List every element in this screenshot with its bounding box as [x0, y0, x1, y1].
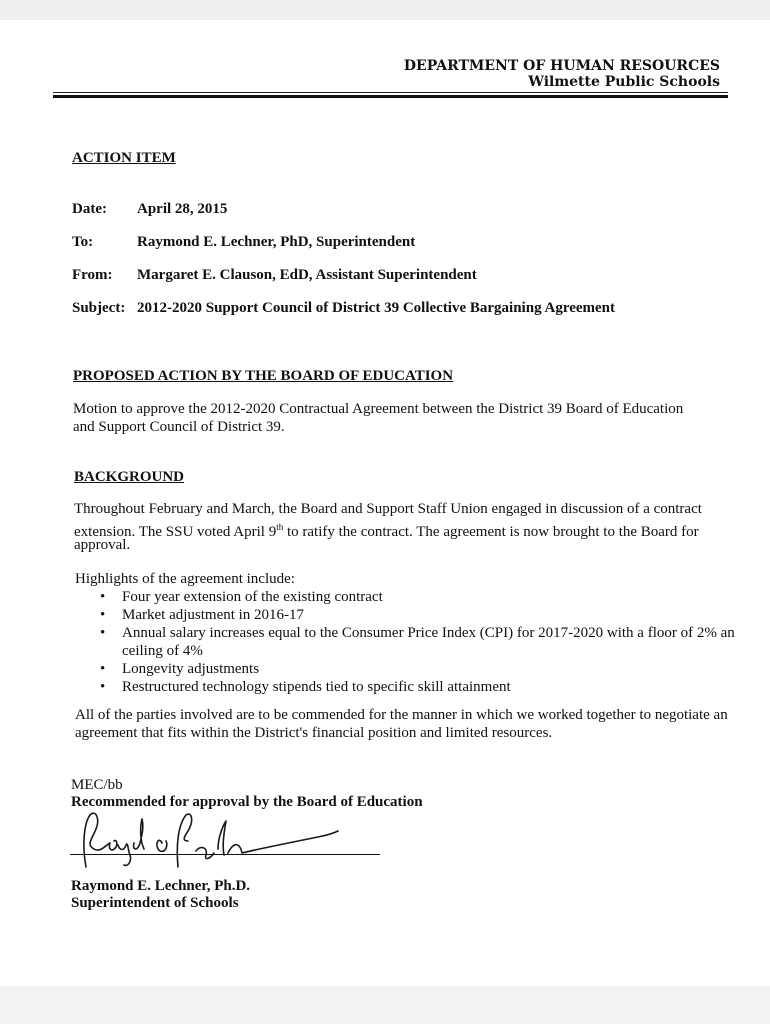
- background-line-2: extension. The SSU voted April 9th to ratify the contract. The agreement is now brought to the Board for: [74, 522, 699, 540]
- author-initials: MEC/bb: [71, 777, 123, 793]
- list-item: • Restructured technology stipends tied to specific skill attainment: [100, 679, 511, 695]
- handwritten-signature: [78, 805, 348, 875]
- date-label: Date:: [72, 201, 107, 217]
- proposed-action-heading: PROPOSED ACTION BY THE BOARD OF EDUCATION: [73, 368, 454, 384]
- background-heading: BACKGROUND: [74, 469, 185, 485]
- letterhead-rule-thin: [53, 92, 728, 93]
- subject-label: Subject:: [72, 300, 126, 316]
- school-name: Wilmette Public Schools: [528, 74, 720, 90]
- list-item: • Market adjustment in 2016-17: [100, 607, 305, 623]
- signature-line: [70, 854, 380, 855]
- signer-title: Superintendent of Schools: [71, 895, 239, 911]
- background-line-1: Throughout February and March, the Board and Support Staff Union engaged in discussion of a contract: [74, 501, 702, 517]
- closing-line-1: All of the parties involved are to be commended for the manner in which we worked together to negotiate an: [75, 707, 728, 723]
- list-item: • Longevity adjustments: [100, 661, 260, 677]
- action-item-heading: ACTION ITEM: [72, 150, 176, 166]
- background-line-3: approval.: [74, 537, 131, 553]
- to-value: Raymond E. Lechner, PhD, Superintendent: [137, 234, 416, 250]
- letterhead: [404, 58, 720, 90]
- recommendation: Recommended for approval by the Board of Education: [71, 794, 423, 810]
- list-item: • Annual salary increases equal to the Consumer Price Index (CPI) for 2017-2020 with a floor of 2% an: [100, 625, 735, 641]
- highlights-intro: Highlights of the agreement include:: [75, 571, 295, 587]
- letterhead-rule-thick: [53, 95, 728, 98]
- date-value: April 28, 2015: [137, 201, 228, 217]
- list-item: • Four year extension of the existing contract: [100, 589, 383, 605]
- proposed-action-line-2: and Support Council of District 39.: [73, 419, 285, 435]
- list-item-continuation: ceiling of 4%: [122, 643, 203, 659]
- subject-value: 2012-2020 Support Council of District 39 Collective Bargaining Agreement: [137, 300, 616, 316]
- closing-line-2: agreement that fits within the District's financial position and limited resources.: [75, 725, 553, 741]
- highlights-list: [75, 588, 770, 696]
- to-label: To:: [72, 234, 94, 250]
- scan-edge-bottom: [0, 986, 770, 1024]
- signer-name: Raymond E. Lechner, Ph.D.: [71, 878, 251, 894]
- department-name: DEPARTMENT OF HUMAN RESOURCES: [403, 58, 720, 74]
- proposed-action-line-1: Motion to approve the 2012-2020 Contractual Agreement between the District 39 Board of Education: [73, 401, 684, 417]
- from-label: From:: [72, 267, 113, 283]
- from-value: Margaret E. Clauson, EdD, Assistant Superintendent: [137, 267, 477, 283]
